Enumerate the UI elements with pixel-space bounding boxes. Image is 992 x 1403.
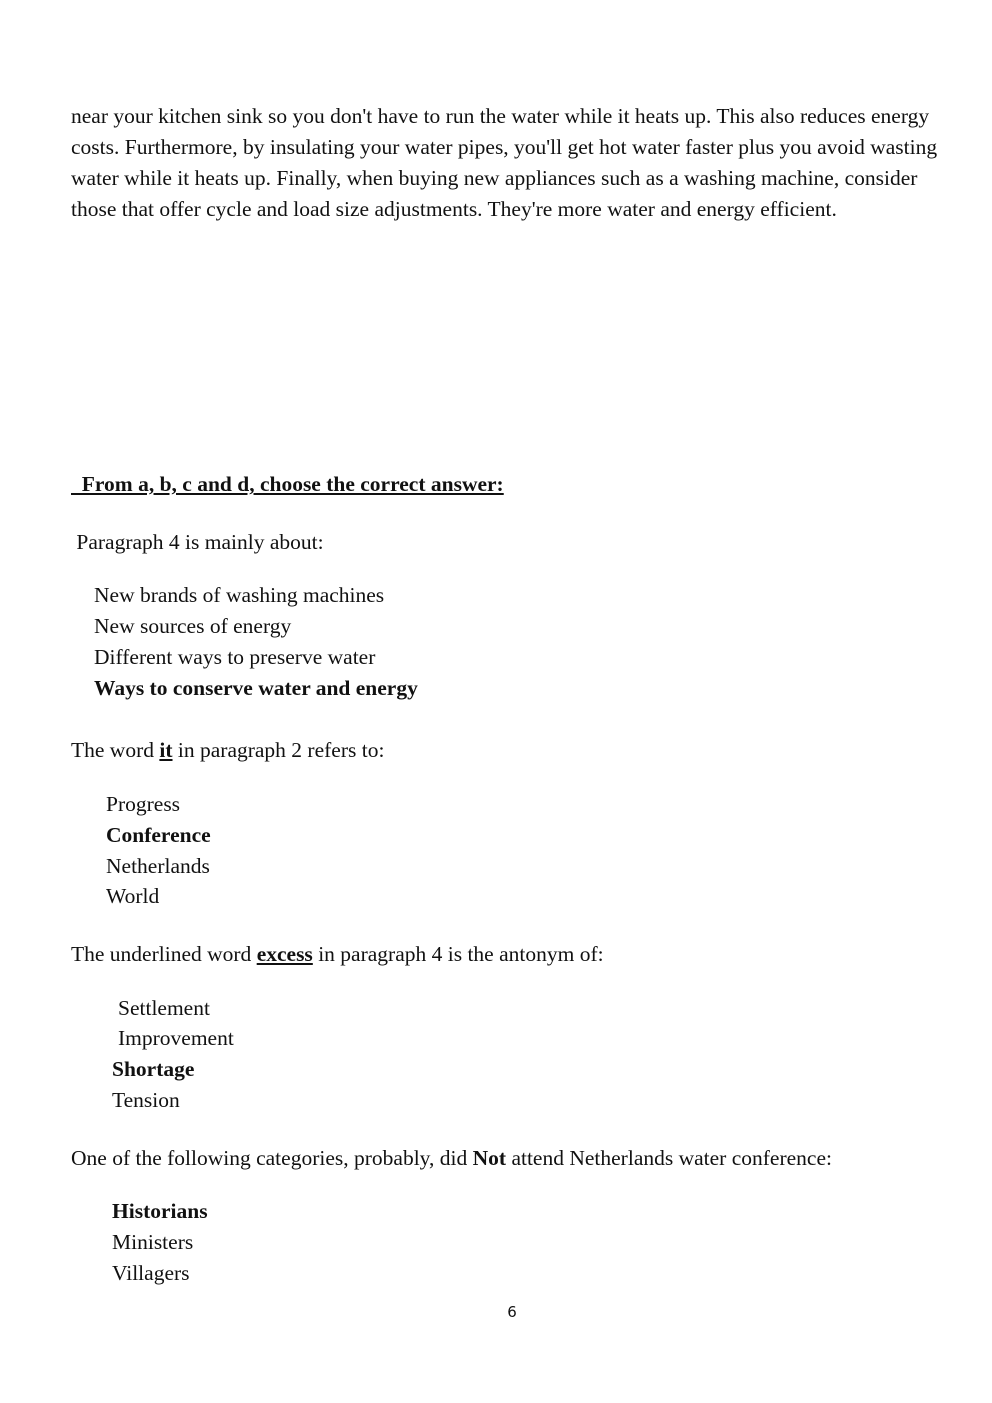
q2-option-b-answer: Conference <box>106 823 211 847</box>
q4-option-a-answer: Historians <box>112 1199 208 1223</box>
q1-option-a: New brands of washing machines <box>94 583 385 607</box>
q3-text-before: The underlined word <box>71 942 257 966</box>
q2-text-after: in paragraph 2 refers to: <box>172 738 385 762</box>
q2-option-c: Netherlands <box>106 854 210 878</box>
q3-option-b: Improvement <box>118 1026 234 1050</box>
q1-option-d-answer: Ways to conserve water and energy <box>94 676 418 700</box>
q4-text-after: attend Netherlands water conference: <box>506 1146 832 1170</box>
q4-option-c: Villagers <box>112 1261 190 1285</box>
q1-option-c: Different ways to preserve water <box>94 645 376 669</box>
q2-text-before: The word <box>71 738 160 762</box>
q2-option-d: World <box>106 884 160 908</box>
q2-option-a: Progress <box>106 792 181 816</box>
question-3 <box>71 942 604 967</box>
q3-text-after: in paragraph 4 is the antonym of: <box>312 942 604 966</box>
q4-text-before: One of the following categories, probably, did <box>71 1146 473 1170</box>
q3-option-d: Tension <box>112 1088 180 1112</box>
q4-option-b: Ministers <box>112 1230 194 1254</box>
q1-option-b: New sources of energy <box>94 614 292 638</box>
q4-keyword: Not <box>472 1146 507 1170</box>
q2-keyword: it <box>159 738 173 762</box>
q3-option-a: Settlement <box>118 996 210 1020</box>
passage-text: near your kitchen sink so you don't have to run the water while it heats up. This also reduces energy costs. Furthermore, by insulating your water pipes, you'll get hot water faster plus you avoid wasting water while it heats up. Finally, when buying new appliances such as a washing machine, consider those that offer cycle and load size adjustments. They're more water and energy efficient. <box>71 104 938 221</box>
question-1: Paragraph 4 is mainly about: <box>71 530 324 554</box>
q3-option-c-answer: Shortage <box>112 1057 195 1081</box>
section-instruction: From a, b, c and d, choose the correct answer: <box>71 472 504 496</box>
question-2 <box>71 738 384 763</box>
question-4 <box>71 1146 832 1171</box>
q3-keyword: excess <box>256 942 313 966</box>
page-number: 6 <box>507 1303 517 1321</box>
